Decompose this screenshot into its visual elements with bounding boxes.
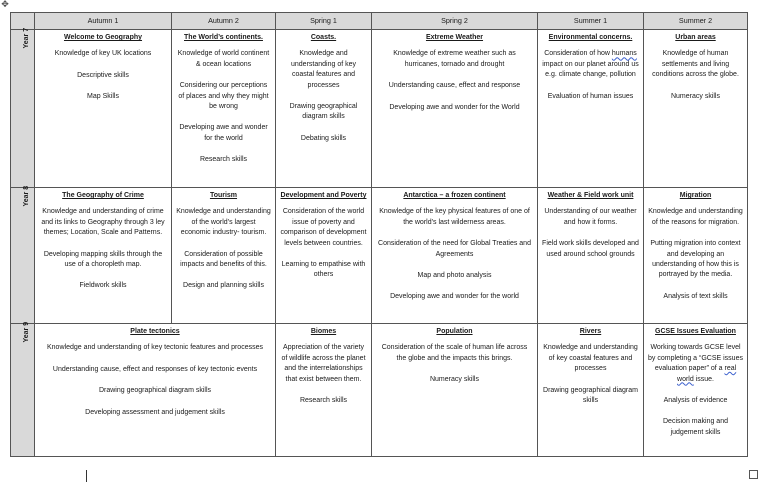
cell-y9-spring-1[interactable] <box>276 324 372 457</box>
topic-title: Plate tectonics <box>130 328 180 335</box>
topic-title: Biomes <box>310 328 337 335</box>
cell-y9-summer-2[interactable] <box>644 324 748 457</box>
topic-line: Knowledge and understanding of key tectonic features and processes <box>47 344 263 352</box>
topic-title: Environmental concerns. <box>548 34 633 41</box>
topic-line: Map and photo analysis <box>417 272 492 280</box>
topic-line: Appreciation of the variety of wildlife across the planet and the interrelationships that exist between them. <box>281 344 366 383</box>
table-row-year-9 <box>11 324 748 457</box>
topic-line: Understanding of our weather and how it forms. <box>544 208 637 226</box>
cell-y7-autumn-2[interactable] <box>172 30 276 188</box>
cell-y9-autumn[interactable] <box>35 324 276 457</box>
cell-y8-spring-1[interactable] <box>276 188 372 324</box>
topic-line: Descriptive skills <box>77 71 129 79</box>
topic-line: Working towards GCSE level by completing a “GCSE issues evaluation paper” of a real world issue. <box>648 344 743 383</box>
topic-line: Knowledge and understanding of the reasons for migration. <box>648 208 743 226</box>
topic-line: Developing assessment and judgement skills <box>85 408 225 416</box>
topic-line: Map Skills <box>87 93 119 101</box>
topic-line: Consideration of how humans impact on our planet around us e.g. climate change, pollution <box>542 50 639 79</box>
topic-line: Developing awe and wonder for the world <box>390 293 519 301</box>
header-summer-1: Summer 1 <box>538 13 644 30</box>
cell-y9-spring-2[interactable] <box>372 324 538 457</box>
topic-line: Evaluation of human issues <box>547 92 634 100</box>
topic-line: Numeracy skills <box>670 92 720 100</box>
topic-line: Understanding cause, effect and response <box>388 82 521 90</box>
topic-line: Putting migration into context and developing an understanding of how this is portrayed by the media. <box>650 240 741 279</box>
topic-line: Developing awe and wonder for the World <box>389 103 520 111</box>
cell-y8-autumn-2[interactable] <box>172 188 276 324</box>
topic-title: GCSE Issues Evaluation <box>655 328 736 335</box>
topic-title: Antarctica – a frozen continent <box>403 192 506 199</box>
topic-title: Migration <box>679 192 712 199</box>
topic-title: Development and Poverty <box>280 192 367 199</box>
topic-title: Extreme Weather <box>425 34 484 41</box>
spellcheck-word[interactable]: real world <box>677 365 737 383</box>
topic-line: Research skills <box>299 397 348 405</box>
topic-line: Consideration of the need for Global Treaties and Agreements <box>378 240 531 258</box>
topic-title: Rivers <box>579 328 602 335</box>
topic-line: Knowledge and understanding of key coastal features and processes <box>543 344 638 373</box>
topic-line: Field work skills developed and used around school grounds <box>542 240 639 258</box>
topic-title: The Geography of Crime <box>62 192 144 199</box>
topic-line: Debating skills <box>300 134 347 142</box>
topic-title: Coasts. <box>310 34 337 41</box>
topic-line: Considering our perceptions of places and why they might be wrong <box>178 82 269 111</box>
topic-line: Analysis of text skills <box>663 292 728 300</box>
topic-line: Consideration of the scale of human life across the globe and the impacts this brings. <box>381 344 528 362</box>
topic-line: Drawing geographical diagram skills <box>543 386 638 405</box>
table-move-handle-icon[interactable]: ✥ <box>1 0 9 10</box>
cell-y9-summer-1[interactable] <box>538 324 644 457</box>
header-spring-1: Spring 1 <box>276 13 372 30</box>
topic-line: Drawing geographical diagram skills <box>98 387 212 395</box>
table-row-year-8 <box>11 188 748 324</box>
topic-line: Developing awe and wonder for the world <box>179 124 268 142</box>
year-label: Year 9 <box>22 321 30 343</box>
topic-title: Tourism <box>209 192 238 199</box>
topic-line: Consideration of possible impacts and benefits of this. <box>180 250 267 269</box>
year-label-cell <box>11 27 35 188</box>
topic-title: The World’s continents. <box>184 34 263 41</box>
cell-y7-summer-2[interactable] <box>644 30 748 188</box>
topic-line: Knowledge of the key physical features of one of the world’s last wilderness areas. <box>379 208 530 226</box>
header-row <box>11 13 748 30</box>
year-label: Year 8 <box>22 185 30 207</box>
cell-y8-autumn-1[interactable] <box>35 188 172 324</box>
header-autumn-2: Autumn 2 <box>172 13 276 30</box>
topic-title: Weather & Field work unit <box>547 192 634 199</box>
header-autumn-1: Autumn 1 <box>35 13 172 30</box>
topic-line: Knowledge and understanding of key coastal features and processes <box>291 50 356 89</box>
topic-title: Welcome to Geography <box>63 34 143 41</box>
topic-line: Knowledge of world continent & ocean locations <box>177 50 270 68</box>
topic-line: Knowledge of human settlements and living conditions across the globe. <box>652 50 739 79</box>
year-label-cell <box>11 321 35 457</box>
cell-y7-autumn-1[interactable] <box>35 30 172 188</box>
text-cursor <box>86 470 87 482</box>
cell-y8-summer-2[interactable] <box>644 188 748 324</box>
topic-line: Knowledge of key UK locations <box>54 50 152 58</box>
topic-line: Knowledge of extreme weather such as hurricanes, tornado and drought <box>393 50 516 68</box>
curriculum-table <box>10 12 748 457</box>
topic-line: Consideration of the world issue of poverty and comparison of development levels between countries. <box>280 208 367 247</box>
topic-line: Research skills <box>199 156 248 164</box>
table-resize-handle[interactable] <box>749 470 758 479</box>
topic-line: Design and planning skills <box>183 282 264 290</box>
header-spring-2: Spring 2 <box>372 13 538 30</box>
year-label-cell <box>11 185 35 324</box>
topic-title: Urban areas <box>675 34 716 41</box>
topic-line: Decision making and judgement skills <box>663 418 728 436</box>
topic-line: Knowledge and understanding of crime and its links to Geography through 3 ley themes; Location, Scale and Patterns. <box>41 208 165 237</box>
topic-line: Numeracy skills <box>429 376 479 384</box>
topic-title: Population <box>436 328 473 335</box>
topic-line: Analysis of evidence <box>663 397 728 405</box>
table-row-year-7 <box>11 30 748 188</box>
topic-line: Learning to empathise with others <box>281 261 366 279</box>
cell-y7-summer-1[interactable] <box>538 30 644 188</box>
topic-line: Fieldwork skills <box>79 282 127 290</box>
spellcheck-word[interactable]: humans <box>611 50 637 58</box>
topic-line: Drawing geographical diagram skills <box>289 103 358 121</box>
cell-y8-spring-2[interactable] <box>372 188 538 324</box>
topic-line: Knowledge and understanding of the world’s largest economic industry- tourism. <box>176 208 271 237</box>
cell-y7-spring-1[interactable] <box>276 30 372 188</box>
header-summer-2: Summer 2 <box>644 13 748 30</box>
topic-line: Understanding cause, effect and responses of key tectonic events <box>52 365 258 373</box>
topic-line: Developing mapping skills through the use of a choropleth map. <box>43 250 163 269</box>
cell-y8-summer-1[interactable] <box>538 188 644 324</box>
cell-y7-spring-2[interactable] <box>372 30 538 188</box>
year-label: Year 7 <box>22 27 30 49</box>
